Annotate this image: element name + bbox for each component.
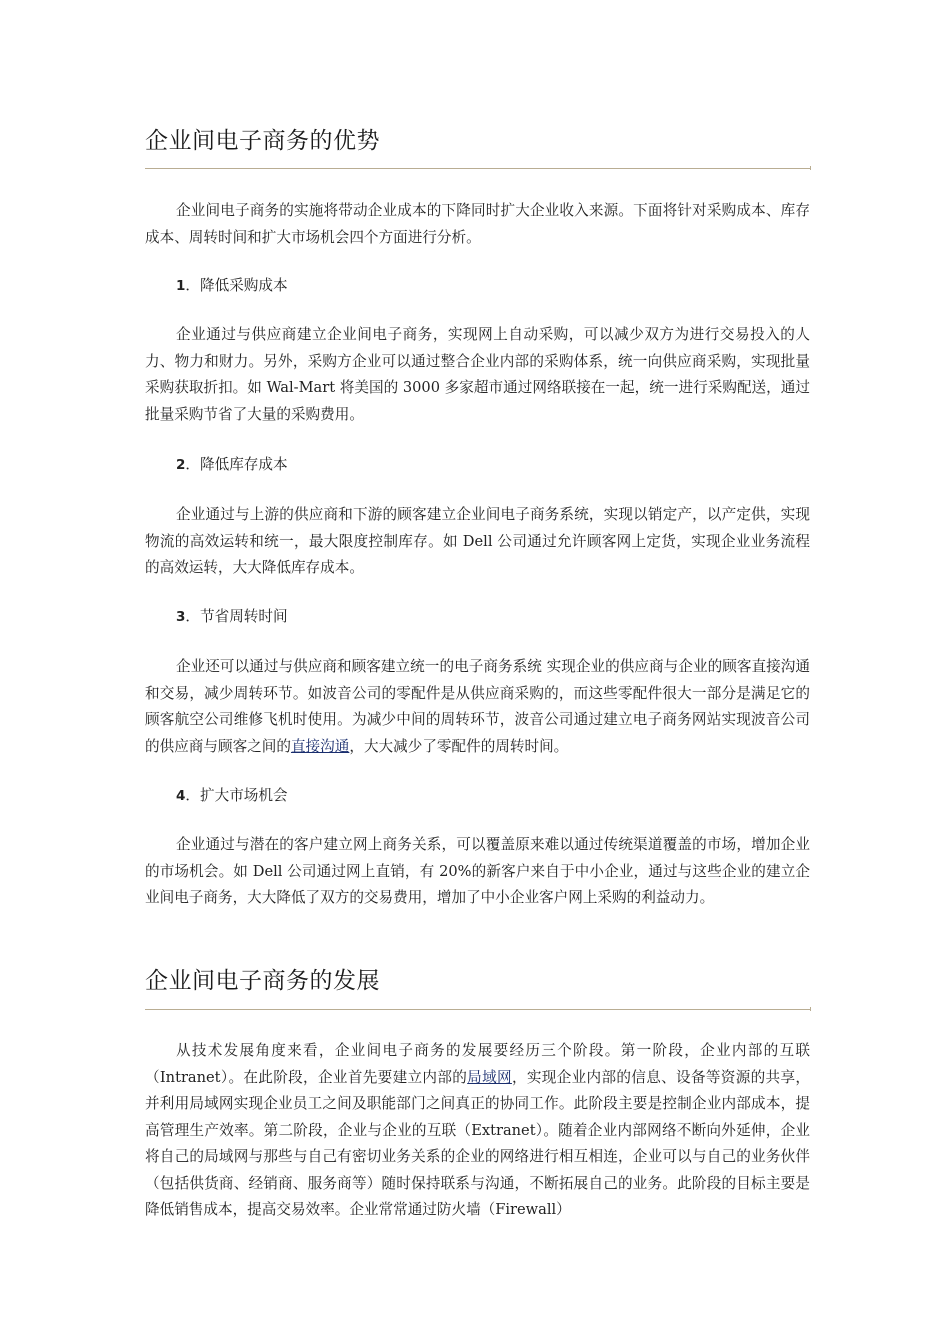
subsection-title: ．降低库存成本	[185, 456, 288, 473]
paragraph-market-opportunity: 企业通过与潜在的客户建立网上商务关系，可以覆盖原来难以通过传统渠道覆盖的市场，增加企业的市场机会。如 Dell 公司通过网上直销，有 20%的新客户来自于中小企业，通过与这些企业的建立企业间电子商务，大大降低了双方的交易费用，增加了中小企业客户网上采购的利益动力。	[145, 836, 810, 906]
subsection-number: 1	[176, 278, 186, 294]
subsection-heading-3	[176, 607, 288, 627]
paragraph-text: 从技术发展角度来看，企业间电子商务的发展要经历三个阶段。第一阶段，企业内部的互联（Intranet）。在此阶段，企业首先要建立内部的	[145, 1042, 810, 1086]
subsection-heading-4	[176, 786, 288, 806]
subsection-heading-2	[176, 455, 288, 475]
section-heading-development: 企业间电子商务的发展	[145, 968, 380, 994]
subsection-title: ．降低采购成本	[185, 277, 288, 294]
paragraph-turnover-time	[145, 654, 810, 760]
paragraph-text: 企业还可以通过与供应商和顾客建立统一的电子商务系统 实现企业的供应商与企业的顾客直接沟通和交易，减少周转环节。如波音公司的零配件是从供应商采购的，而这些零配件很大一部分是满足它的顾客航空公司维修飞机时使用。为减少中间的周转环节，波音公司通过建立电子商务网站实现波音公司的供应商与顾客之间的	[145, 658, 810, 755]
subsection-number: 4	[176, 788, 186, 804]
paragraph-text: ，实现企业内部的信息、设备等资源的共享，并利用局域网实现企业员工之间及职能部门之间真正的协同工作。此阶段主要是控制企业内部成本，提高管理生产效率。第二阶段，企业与企业的互联（Extranet）。随着企业内部网络不断向外延伸，企业将自己的局域网与那些与自己有密切业务关系的企业的网络进行相互相连，企业可以与自己的业务伙伴（包括供货商、经销商、服务商等）随时保持联系与沟通，不断拓展自己的业务。此阶段的目标主要是降低销售成本，提高交易效率。企业常常通过防火墙（Firewall）	[145, 1068, 810, 1218]
intro-paragraph: 企业间电子商务的实施将带动企业成本的下降同时扩大企业收入来源。下面将针对采购成本、库存成本、周转时间和扩大市场机会四个方面进行分析。	[145, 202, 810, 246]
direct-communication-link[interactable]: 直接沟通	[290, 737, 350, 755]
subsection-heading-1	[176, 276, 288, 296]
paragraph-inventory-cost: 企业通过与上游的供应商和下游的顾客建立企业间电子商务系统，实现以销定产，以产定供，实现物流的高效运转和统一，最大限度控制库存。如 Dell 公司通过允许顾客网上定货，实现企业业务流程的高效运转，大大降低库存成本。	[145, 506, 810, 576]
lan-link[interactable]: 局域网	[467, 1068, 512, 1086]
paragraph-purchase-cost: 企业通过与供应商建立企业间电子商务，实现网上自动采购，可以减少双方为进行交易投入的人力、物力和财力。另外，采购方企业可以通过整合企业内部的采购体系，统一向供应商采购，实现批量采购获取折扣。如 Wal-Mart 将美国的 3000 多家超市通过网络联接在一起，统一进行采购配送，通过批量采购节省了大量的采购费用。	[145, 326, 810, 423]
subsection-title: ．扩大市场机会	[185, 787, 288, 804]
subsection-title: ．节省周转时间	[185, 608, 288, 625]
subsection-number: 2	[176, 457, 186, 473]
paragraph-development	[145, 1038, 810, 1224]
section-divider	[145, 1009, 810, 1010]
subsection-number: 3	[176, 609, 186, 625]
section-divider	[145, 168, 810, 169]
section-heading-advantages: 企业间电子商务的优势	[145, 128, 380, 154]
paragraph-text: ，大大减少了零配件的周转时间。	[349, 737, 569, 755]
